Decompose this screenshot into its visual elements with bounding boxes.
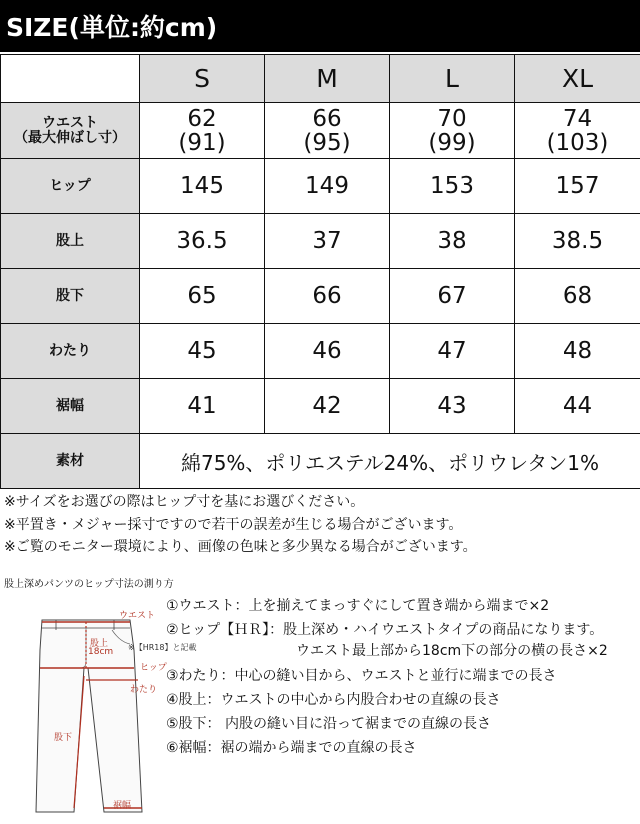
table-row-material (1, 434, 640, 489)
hem-l: 43 (390, 379, 515, 434)
hem-s: 41 (140, 379, 265, 434)
thigh-s: 45 (140, 324, 265, 379)
thigh-l: 47 (390, 324, 515, 379)
row-label-inseam: 股下 (1, 269, 140, 324)
hem-m: 42 (265, 379, 390, 434)
waist-s: 62 (91) (140, 103, 265, 159)
diagram-label-waist: ウエスト (119, 608, 155, 621)
hip-m: 149 (265, 159, 390, 214)
row-label-hem: 裾幅 (1, 379, 140, 434)
inseam-m: 66 (265, 269, 390, 324)
waist-l: 70 (99) (390, 103, 515, 159)
hip-l: 153 (390, 159, 515, 214)
hem-xl: 44 (515, 379, 640, 434)
table-row-rise (1, 214, 640, 269)
row-label-material: 素材 (1, 434, 140, 489)
table-row-inseam (1, 269, 640, 324)
material-value: 綿75%、ポリエステル24%、ポリウレタン1% (140, 434, 640, 489)
notes (4, 491, 634, 559)
table-header-row (1, 55, 640, 103)
size-header (0, 0, 640, 52)
size-table (0, 54, 640, 489)
waist-m: 66 (95) (265, 103, 390, 159)
step-item: ⑥裾幅：裾の端から端までの直線の長さ (166, 737, 417, 757)
diagram-label-hem: 裾幅 (113, 798, 131, 811)
inseam-xl: 68 (515, 269, 640, 324)
row-label-waist (1, 103, 140, 159)
table-row-waist (1, 103, 640, 159)
step-item: ④股上：ウエストの中心から内股合わせの直線の長さ (166, 689, 501, 709)
size-title: SIZE(単位:約cm) (6, 8, 217, 44)
column-header-xl: XL (515, 55, 640, 103)
hip-s: 145 (140, 159, 265, 214)
thigh-m: 46 (265, 324, 390, 379)
table-corner (1, 55, 140, 103)
step-item: ウエスト最上部から18cm下の部分の横の長さ×2 (296, 640, 608, 660)
diagram-label-thigh: わたり (130, 682, 157, 695)
row-label-rise: 股上 (1, 214, 140, 269)
row-label-thigh: わたり (1, 324, 140, 379)
table-row-thigh (1, 324, 640, 379)
note-item: ※平置き・メジャー採寸ですので若干の誤差が生じる場合がございます。 (4, 514, 634, 537)
diagram-label-rise: 股上 (90, 636, 108, 649)
rise-s: 36.5 (140, 214, 265, 269)
diagram-label-hip: ヒップ (140, 660, 167, 673)
step-item: ⑤股下： 内股の縫い目に沿って裾までの直線の長さ (166, 713, 491, 733)
pants-measurement-diagram (0, 590, 165, 820)
step-item: ①ウエスト：上を揃えてまっすぐにして置き端から端まで×2 (166, 595, 549, 615)
rise-l: 38 (390, 214, 515, 269)
column-header-m: M (265, 55, 390, 103)
diagram-label-inseam: 股下 (54, 730, 72, 743)
pants-illustration (0, 590, 165, 820)
note-item: ※ご覧のモニター環境により、画像の色味と多少異なる場合がございます。 (4, 536, 634, 559)
table-row-hip (1, 159, 640, 214)
howto-title: 股上深めパンツのヒップ寸法の測り方 (4, 575, 174, 590)
rise-m: 37 (265, 214, 390, 269)
inseam-s: 65 (140, 269, 265, 324)
row-label-waist-line1: ウエスト (1, 116, 139, 131)
diagram-label-rise-18: 18cm (88, 647, 113, 657)
table-row-hem (1, 379, 640, 434)
thigh-xl: 48 (515, 324, 640, 379)
rise-xl: 38.5 (515, 214, 640, 269)
hip-xl: 157 (515, 159, 640, 214)
note-item: ※サイズをお選びの際はヒップ寸を基にお選びください。 (4, 491, 634, 514)
row-label-hip: ヒップ (1, 159, 140, 214)
waist-xl: 74 (103) (515, 103, 640, 159)
step-item: ②ヒップ【ＨＲ】：股上深め・ハイウエストタイプの商品になります。 (166, 619, 603, 639)
column-header-s: S (140, 55, 265, 103)
column-header-l: L (390, 55, 515, 103)
diagram-label-hr18: ※【HR18】と記載 (128, 642, 196, 653)
inseam-l: 67 (390, 269, 515, 324)
row-label-waist-line2: （最大伸ばし寸） (1, 131, 139, 146)
step-item: ③わたり：中心の縫い目から、ウエストと並行に端までの長さ (166, 665, 557, 685)
